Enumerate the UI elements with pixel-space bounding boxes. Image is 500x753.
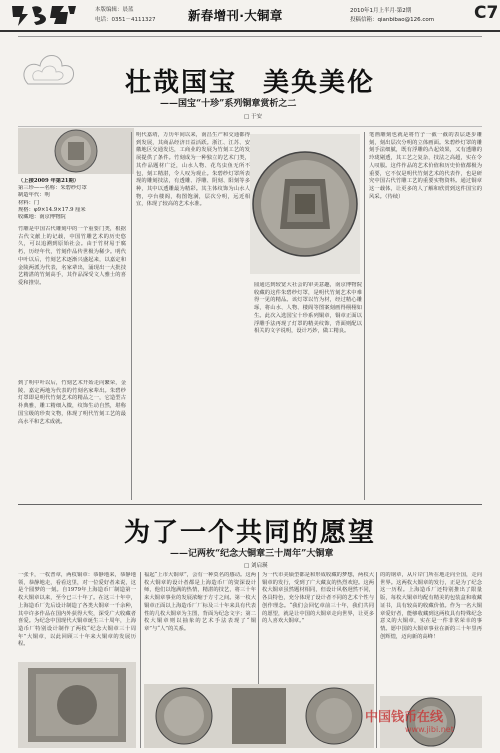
medal-photo-reverse (18, 128, 134, 174)
article1-headline (0, 62, 500, 99)
email-label: 投稿信箱：qianbibao@126.com (350, 17, 435, 23)
page-number: C7 (474, 3, 499, 23)
article2-column-1: 一张卡，一枚普章，两枚铜章：恭静地来，恭静地领，恭静地走，看看这里，对一位爱好者来说，这是个圆梦的一刻。自1979年上海造币厂制造第一枚大铜章以来，至今已三十年了。在这三十年中，上海造币厂先后设计制造了各类大铜章一千余种，其中许多作品在国内外获得大奖，深受广大收藏者喜爱。为纪念中国现代大铜章诞生三十周年，上海造币厂特别设计制作了两枚“纪念大铜章三十周年”大铜章，以此回顾三十年来大铜章的发展历程。 (18, 572, 136, 648)
column-divider (140, 572, 141, 748)
article2-column-2: 福起“上市大铜章”，会有一种莫名的感动。这两枚大铜章的设计者都是上海造币厂的资深设计师，他们以饱满的热情，精湛的技艺，将三十年来大铜章事业的发展浓缩于方寸之间。第一枚大铜章正面以上海造币厂厂标及三十年来具有代表性的几枚大铜章为主图，背面为纪念文字；第二枚大铜章则以抽象的艺术手法表现了“铜章”与“人”的关系。 (144, 572, 256, 632)
article1-column-3: 圆通达到较宽大社会的审美意趣，南京博物院收藏的这件朱碧纱灯罩，是明代竹刻艺术中难得一见的精品。该灯罩以竹为材，经过精心雕琢，将山水、人物、楼阁等图案刻画得栩栩如生。此次入选国宝十珍系列铜章，铜章正面以浮雕手法再现了灯罩的精美纹饰，背面则配以相关的文字说明，设计巧妙，做工精良。 (254, 282, 362, 335)
headline-divider (18, 126, 482, 127)
article2-headline: 为了一个共同的愿望 (123, 518, 376, 548)
article1-column-4: 笔画雕刻也就是将竹子一截一截的表层逐步雕刻，刻出层次分明的立体画面。朱碧纱灯罩的雕刻手法细腻，既有浮雕的凸起效果，又有透雕的玲珑剔透，其工艺之复杂，技法之高超，实在令人叹服。这件作品的艺术价值和历史价值都极为重要，它不仅是明代竹刻艺术的代表作，也是研究中国古代竹雕工艺的重要实物资料。通过铜章这一载体，让更多的人了解和欣赏到这件国宝的风采。（待续） (369, 132, 482, 200)
site-watermark: 中国钱币在线 (365, 710, 444, 725)
column-divider (258, 572, 259, 684)
editor-label: 本版编辑：晨蓝 (95, 7, 134, 13)
info-line: 材料：门 (18, 199, 40, 206)
column-divider (364, 132, 365, 500)
issue-date: 2010年1月上半月·第2期 (350, 8, 412, 14)
article1-column-2: 明代嘉靖，万历年间以来，南昌生产和交通都得到发展，其商品经济日益活跃。浙江、江苏、安徽地区交通发达，工商业的发展为竹刻工艺的发展提供了条件。竹刻成为一种独立的艺术门类，其作品题材广泛，山水人物、花鸟虫鱼无所不包，刻工精湛，令人叹为观止。朱碧纱灯罩所表现的雕刻技法，有透雕、浮雕、阴刻、阳刻等多种，其中以透雕最为精彩。其主体纹饰为山水人物，亭台楼阁，构图饱满，层次分明，远近相宜，体现了较高的艺术水准。 (136, 132, 250, 208)
section-divider (18, 504, 482, 505)
article1-headline-part-b: 美奂美伦 (263, 68, 376, 98)
section-title: 新春增刊·大铜章 (188, 8, 283, 23)
newspaper-logo (8, 2, 78, 28)
info-line: 规格：φ9×14.9×17.9 厘米 (18, 206, 86, 213)
top-divider (18, 36, 482, 37)
info-line: 第三珍——名称：朱碧纱灯罩 (18, 185, 87, 192)
medal-photo-bottom-left (18, 662, 136, 748)
medal-photos-bottom-center (144, 684, 374, 748)
phone-label: 电话：0351－4111327 (95, 17, 156, 23)
info-line: 收藏地：南京博物院 (18, 214, 66, 221)
article1-info-box (18, 178, 126, 221)
site-watermark-url: www.jibi.net (405, 725, 454, 734)
article1-column-1: 竹雕是中国古代雕刻中的一个重要门类，根据古代文献上的记载，中国竹雕艺术的历史悠久，可以追溯到原始社会。由于竹材易于腐朽，历经年代，竹刻作品传世极为稀少。明代中叶以后，竹刻艺术逐渐兴盛起来，以嘉定和金陵两派为代表，名家辈出，涌现出一大批技艺精湛的竹刻高手，其作品深受文人雅士的喜爱和推崇。 (18, 226, 126, 286)
article1-author: □ 于安 (244, 114, 262, 120)
article2-column-4: 的的钢章，从片岸门所在地走向全国，走向世界。这两枚大铜章的发行，正是为了纪念这一历程。上海造币厂还特别推出了限量版，每枚大铜章均配有精美的包装盒和收藏证书，具有较高的收藏价值。作为一名大铜章爱好者，能够收藏到这两枚具有特殊纪念意义的大铜章，实在是一件非常荣幸的事情。愿中国的大铜章事业在新的三十年里再创辉煌，迈向新的高峰！ (380, 572, 482, 640)
article2-subtitle: ——记两枚“纪念大铜章三十周年”大铜章 (170, 549, 334, 559)
article1-column-1b: 到了明中叶以后，竹刻艺术开始走向繁荣，金陵、嘉定两地为代表的竹刻名家辈出。朱碧纱灯罩即是明代竹刻艺术的精品之一，它造型古朴典雅，雕工精细入微，纹饰生动自然，堪称国宝级的珍贵文物，体现了明代竹刻工艺的最高水平和艺术成就。 (18, 380, 126, 425)
info-line: 制造年代：明 (18, 192, 50, 199)
info-line: （上接2009 年第21期） (18, 178, 80, 184)
lantern-medal-photo (250, 134, 360, 274)
article1-subtitle: ——国宝“十珍”系列铜章赏析之二 (160, 99, 297, 109)
article2-column-3: 为一代市美硕型都是和形成收藏的梦想，两枚大铜章的发行，受到了广大藏友的热烈欢迎。这两枚大铜章虽然题材相同，但设计风格迥然不同，各具特色，充分体现了设计者不同的艺术个性与创作理念。“我们会回忆章前三十年，我们共同的愿望，就是让中国的大铜章走向世界，让更多的人喜欢大铜章。” (262, 572, 374, 625)
masthead (0, 0, 500, 32)
column-divider (131, 132, 132, 500)
article1-headline-part-a: 壮哉国宝 (124, 68, 237, 98)
article2-author: □ 刘启瑛 (244, 563, 268, 569)
